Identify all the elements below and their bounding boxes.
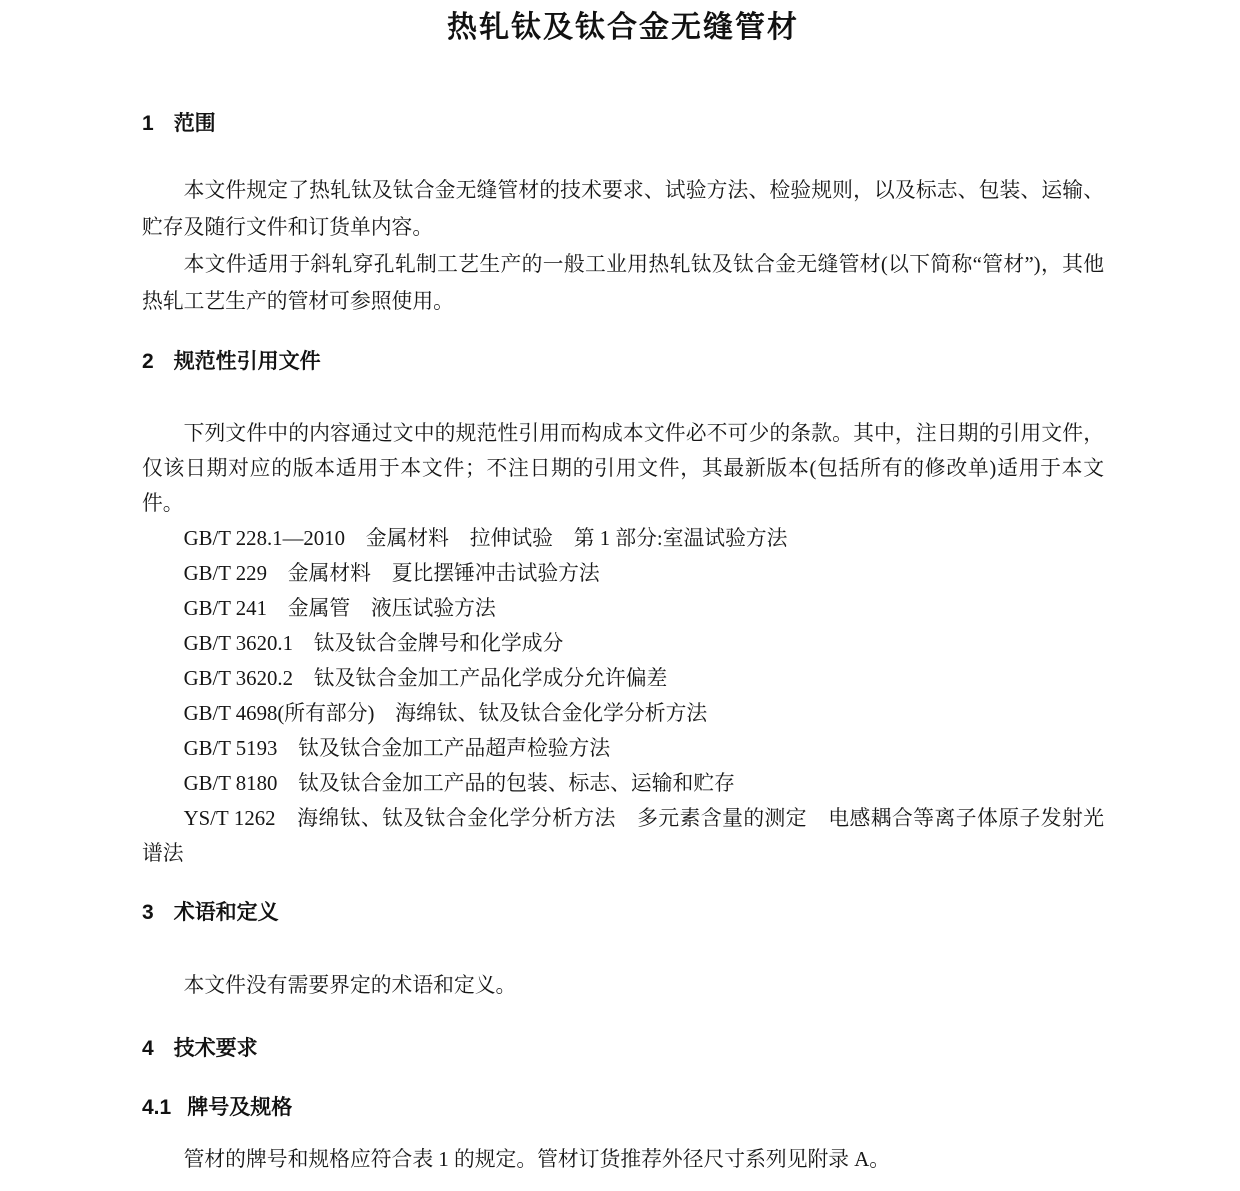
section-4-1-title: 牌号及规格	[187, 1096, 293, 1119]
section-4-title: 技术要求	[173, 1037, 258, 1060]
reference-item: GB/T 3620.2 钛及钛合金加工产品化学成分允许偏差	[183, 667, 668, 690]
terms-paragraph: 本文件没有需要界定的术语和定义。	[183, 974, 517, 997]
reference-item: GB/T 229 金属材料 夏比摆锤冲击试验方法	[183, 562, 600, 585]
section-2-number: 2	[142, 350, 154, 373]
reference-item: GB/T 8180 钛及钛合金加工产品的包装、标志、运输和贮存	[183, 772, 735, 795]
section-4-1-heading	[142, 1096, 1104, 1120]
section-4-heading	[142, 1037, 1104, 1061]
section-3-title: 术语和定义	[173, 901, 279, 924]
designation-paragraph: 管材的牌号和规格应符合表 1 的规定。管材订货推荐外径尺寸系列见附录 A。	[183, 1148, 891, 1171]
reference-item: GB/T 5193 钛及钛合金加工产品超声检验方法	[183, 737, 611, 760]
references-intro-paragraph: 下列文件中的内容通过文中的规范性引用而构成本文件必不可少的条款。其中，注日期的引用文件，仅该日期对应的版本适用于本文件；不注日期的引用文件，其最新版本(包括所有的修改单)适用于本文件。	[142, 422, 1104, 515]
scope-paragraph-2: 本文件适用于斜轧穿孔轧制工艺生产的一般工业用热轧钛及钛合金无缝管材(以下简称“管材”)，其他热轧工艺生产的管材可参照使用。	[142, 253, 1104, 313]
reference-item: YS/T 1262 海绵钛、钛及钛合金化学分析方法 多元素含量的测定 电感耦合等离子体原子发射光谱法	[142, 807, 1104, 865]
reference-item: GB/T 3620.1 钛及钛合金牌号和化学成分	[183, 632, 564, 655]
section-3-heading	[142, 901, 1104, 925]
section-1-title: 范围	[173, 112, 216, 135]
scope-paragraph-1: 本文件规定了热轧钛及钛合金无缝管材的技术要求、试验方法、检验规则，以及标志、包装、运输、贮存及随行文件和订货单内容。	[142, 179, 1104, 239]
reference-item: GB/T 241 金属管 液压试验方法	[183, 597, 496, 620]
section-4-number: 4	[142, 1037, 154, 1060]
section-2-heading	[142, 350, 1104, 374]
section-1-number: 1	[142, 112, 154, 135]
reference-item: GB/T 4698(所有部分) 海绵钛、钛及钛合金化学分析方法	[183, 702, 708, 725]
section-4-1-number: 4.1	[142, 1096, 172, 1119]
section-1-heading	[142, 112, 1104, 136]
section-2-title: 规范性引用文件	[173, 350, 321, 373]
document-title: 热轧钛及钛合金无缝管材	[447, 11, 799, 44]
reference-item: GB/T 228.1—2010 金属材料 拉伸试验 第 1 部分:室温试验方法	[183, 527, 788, 550]
section-3-number: 3	[142, 901, 154, 924]
